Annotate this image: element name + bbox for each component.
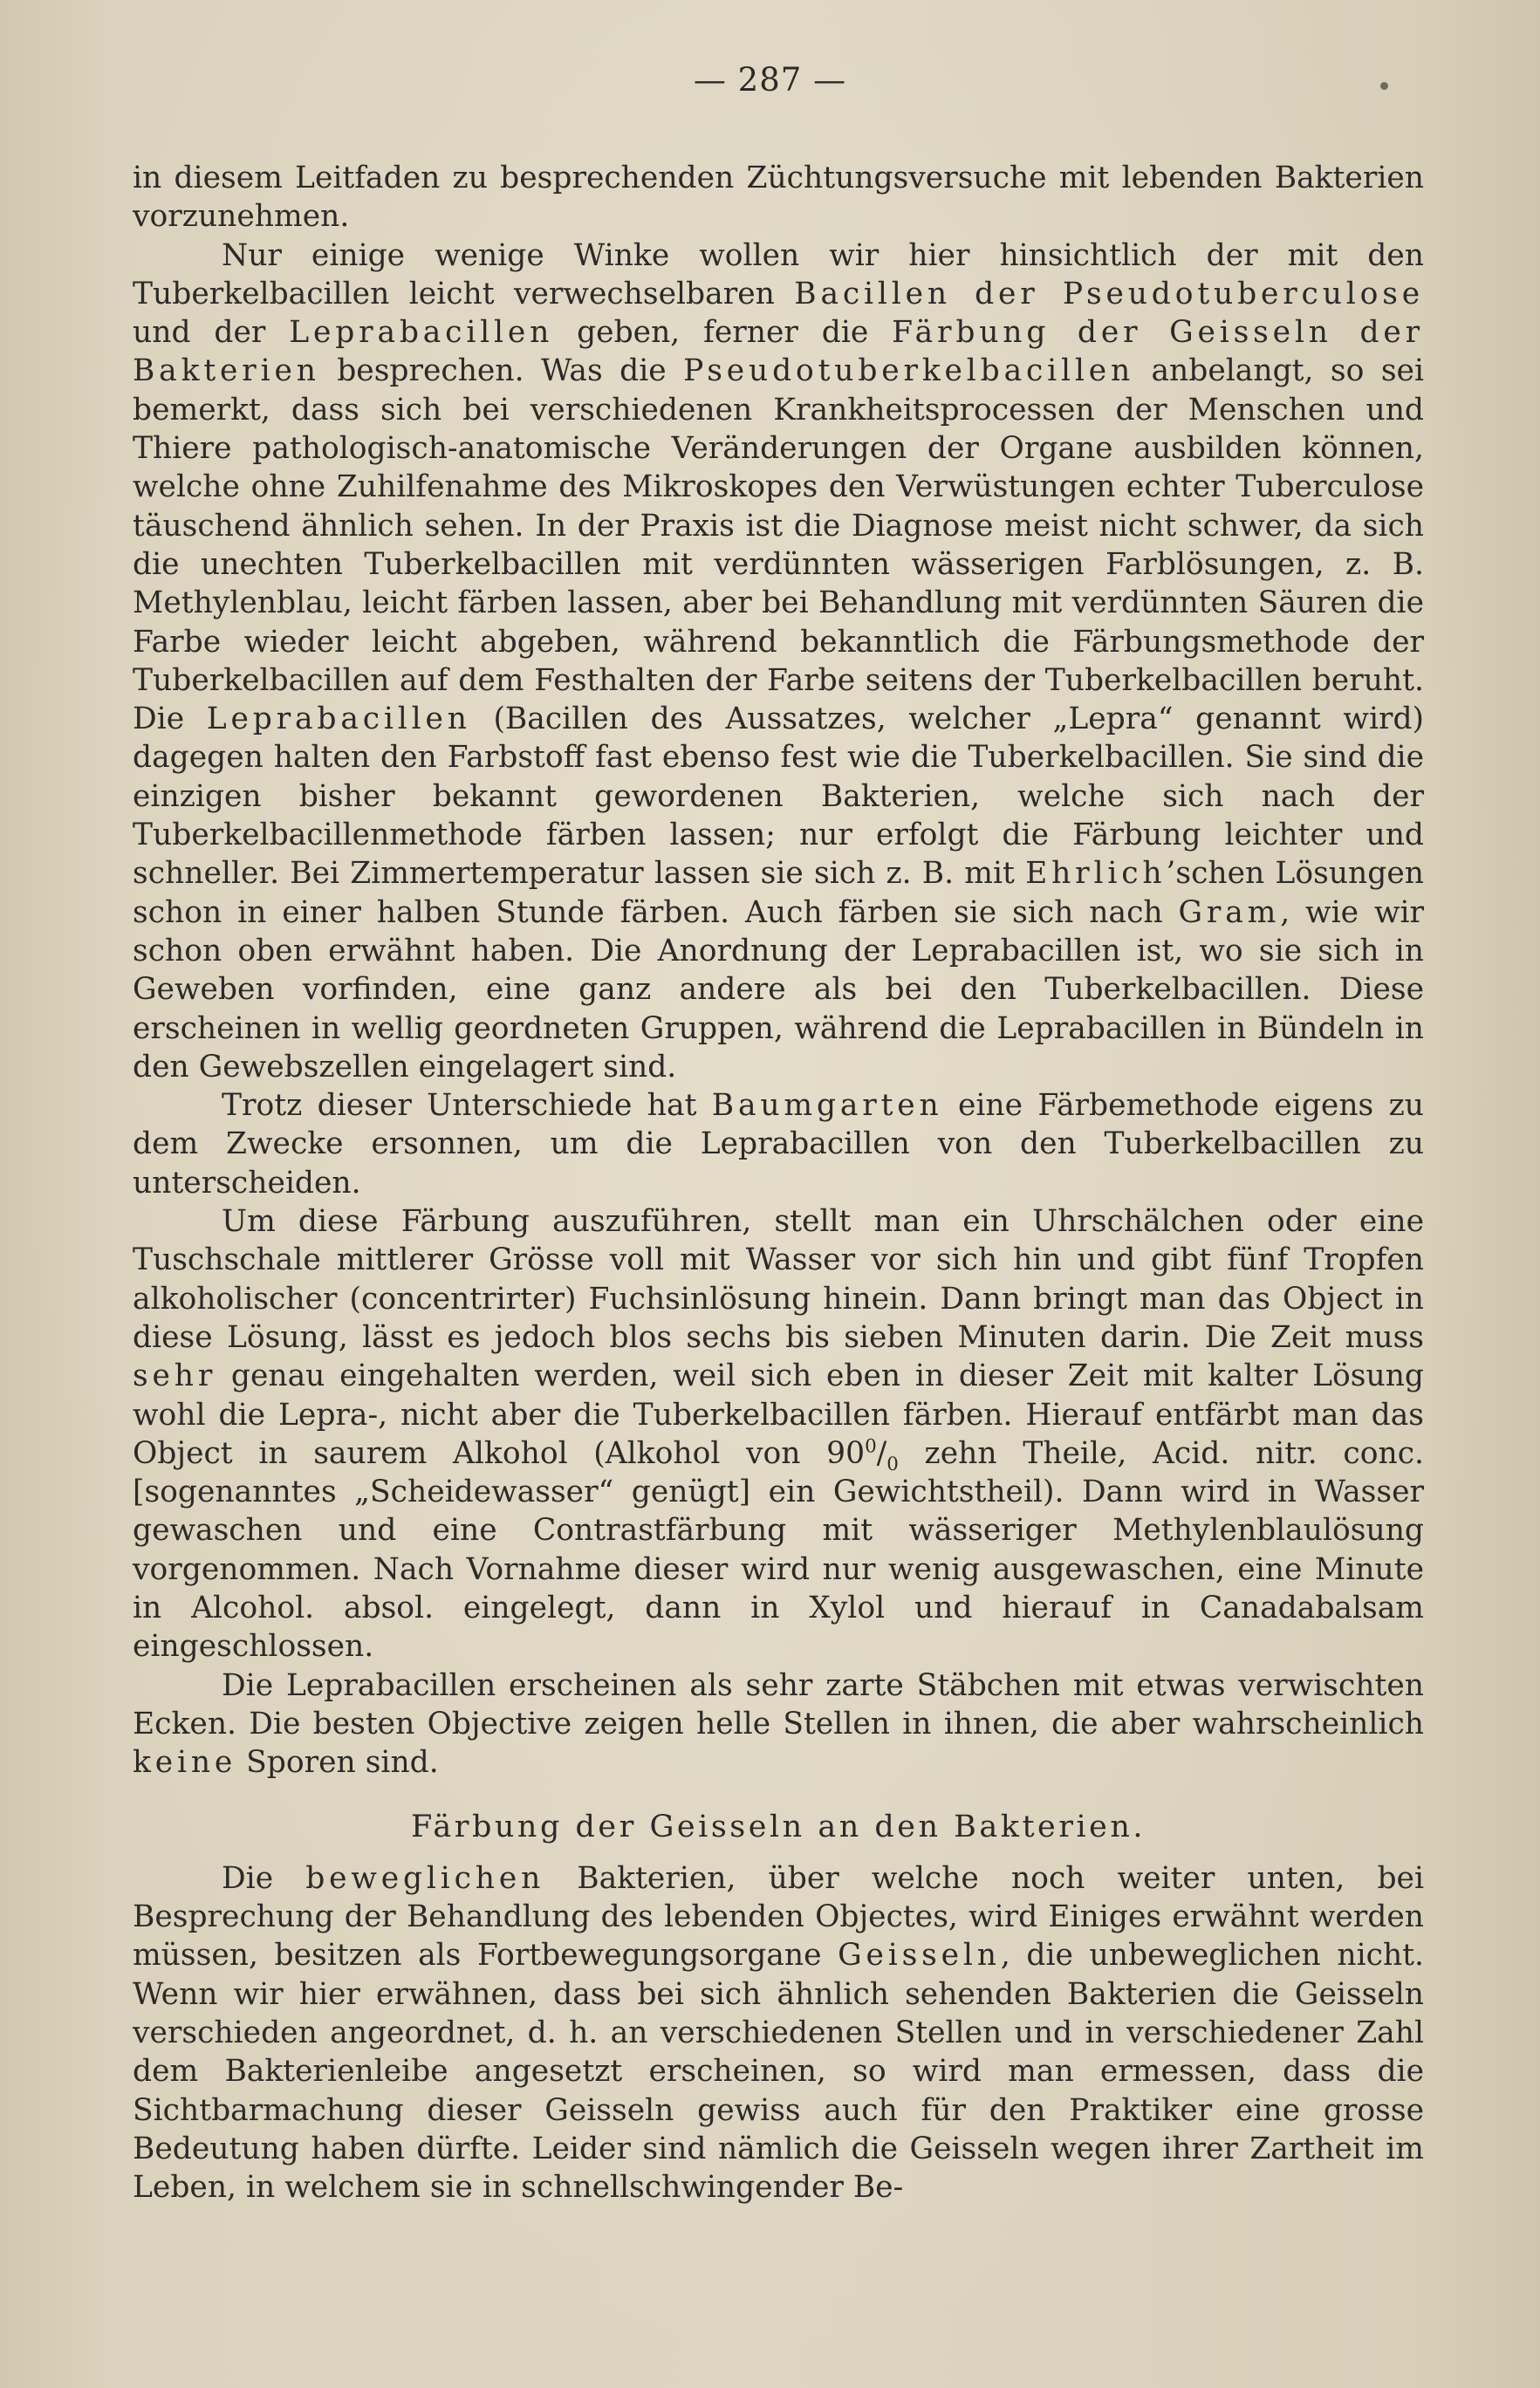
paragraphs-after-heading (133, 1859, 1424, 2207)
text-segment: Sporen sind. (236, 1745, 439, 1781)
paragraph (133, 236, 1424, 1087)
paragraph (133, 1086, 1424, 1202)
text-segment: ’schen Lösungen schon in einer halben Stunde färben. Auch färben sie sich nach (133, 856, 1424, 930)
text-segment: Bakterien, über welche noch weiter unten, bei Besprechung der Behandlung des lebenden Objectes, wird Einiges erwähnt werden müssen, besitzen als Fortbewegungsorgane (133, 1860, 1424, 1974)
text-segment: (Bacillen des Aussatzes, welcher „Lepra“ genannt wird) dagegen halten den Farbstoff fast ebenso fest wie die Tuberkelbacillen. Sie sind die einzigen bisher bekannt gewordenen Bakterien, welche sich nach der Tuberkelbacillenmethode färben lassen; nur erfolgt die Färbung leichter und schneller. Bei Zimmertemperatur lassen sie sich z. B. mit (133, 701, 1425, 892)
text-segment: Um diese Färbung auszuführen, stellt man ein Uhrschälchen oder eine Tuschschale mittlerer Grösse voll mit Wasser vor sich hin und gibt fünf Tropfen alkoholischer (concentrirter) Fuchsinlösung hinein. Dann bringt man das Object in diese Lösung, lässt es jedoch blos sechs bis sieben Minuten darin. Die Zeit muss (133, 1204, 1424, 1355)
spaced-emphasis: Gram (1178, 894, 1281, 930)
text-segment: in diesem Leitfaden zu besprechenden Züchtungsversuche mit lebenden Bakterien vorzunehmen. (133, 161, 1424, 235)
spaced-emphasis: keine (133, 1745, 237, 1781)
spaced-emphasis: Baumgarten (711, 1088, 943, 1124)
spaced-emphasis: Bacillen der Pseudotuberculose (794, 276, 1424, 311)
spaced-emphasis: Geisseln (838, 1938, 1001, 1974)
spaced-emphasis: Färbung der Geisseln der Bakterien (133, 315, 1424, 389)
spaced-emphasis: Pseudotuberkelbacillen (683, 353, 1135, 389)
text-segment: 0 (865, 1435, 877, 1458)
text-segment: und der (133, 315, 290, 351)
paragraph (133, 159, 1424, 236)
text-segment: , die unbeweglichen nicht. Wenn wir hier erwähnen, dass bei sich ähnlich sehenden Bakterien die Geisseln verschieden angeordnet, d. h. an verschiedenen Stellen und in verschiedener Zahl dem Bakterienleibe angesetzt erscheinen, so wird man ermessen, dass die Sichtbarmachung dieser Geisseln gewiss auch für den Praktiker eine grosse Bedeutung haben dürfte. Leider sind nämlich die Geisseln wegen ihrer Zartheit im Leben, in welchem sie in schnellschwingender Be- (133, 1938, 1424, 2206)
spaced-emphasis: beweglichen (305, 1860, 545, 1896)
page-number: — 287 — (693, 61, 847, 99)
text-segment: besprechen. Was die (319, 353, 684, 389)
text-segment: Trotz dieser Unterschiede hat (222, 1088, 712, 1124)
text-segment: 0 (886, 1453, 899, 1475)
spaced-emphasis: Leprabacillen (289, 315, 554, 351)
spaced-emphasis: sehr (133, 1358, 217, 1394)
body-text (133, 159, 1424, 2207)
text-segment: anbelangt, so sei bemerkt, dass sich bei verschiedenen Krankheitsprocessen der Menschen und Thiere pathologisch-anatomische Veränderungen der Organe ausbilden können, welche ohne Zuhilfenahme des Mikroskopes den Verwüstungen echter Tuberculose täuschend ähnlich sehen. In der Praxis ist die Diagnose meist nicht schwer, da sich die unechten Tuberkelbacillen mit verdünnten wässerigen Farblösungen, z. B. Methylenblau, leicht färben lassen, aber bei Behandlung mit verdünnten Säuren die Farbe wieder leicht abgeben, während bekanntlich die Färbungsmethode der Tuberkelbacillen auf dem Festhalten der Farbe seitens der Tuberkelbacillen beruht. Die (133, 353, 1424, 737)
text-segment: / (876, 1435, 887, 1471)
spaced-emphasis: Leprabacillen (206, 701, 471, 737)
paragraphs-before-heading (133, 159, 1424, 1782)
spaced-emphasis: Ehrlich (1025, 856, 1167, 892)
paragraph (133, 1859, 1424, 2207)
paragraph (133, 1666, 1424, 1782)
text-segment: geben, ferner die (553, 315, 893, 351)
text-segment: Nur einige wenige Winke wollen wir hier hinsichtlich der mit den Tuberkelbacillen leicht verwechselbaren (133, 237, 1424, 311)
text-segment: , wie wir schon oben erwähnt haben. Die Anordnung der Leprabacillen ist, wo sie sich in Geweben vorfinden, eine ganz andere als bei den Tuberkelbacillen. Diese erscheinen in wellig geordneten Gruppen, während die Leprabacillen in Bündeln in den Gewebszellen eingelagert sind. (133, 894, 1425, 1085)
text-segment: zehn Theile, Acid. nitr. conc. [sogenanntes „Scheidewasser“ genügt] ein Gewichtstheil). Dann wird in Wasser gewaschen und eine Contrastfärbung mit wässeriger Methylenblaulösung vorgenommen. Nach Vornahme dieser wird nur wenig ausgewaschen, eine Minute in Alcohol. absol. eingelegt, dann in Xylol und hierauf in Canadabalsam eingeschlossen. (133, 1435, 1424, 1665)
text-segment: genau eingehalten werden, weil sich eben in dieser Zeit mit kalter Lösung wohl die Lepra-, nicht aber die Tuberkelbacillen färben. Hierauf entfärbt man das Object in saurem Alkohol (Alkohol von 90 (133, 1358, 1424, 1471)
text-segment: Die (222, 1860, 306, 1896)
text-segment: Die Leprabacillen erscheinen als sehr zarte Stäbchen mit etwas verwischten Ecken. Die besten Objective zeigen helle Stellen in ihnen, die aber wahrscheinlich (133, 1667, 1424, 1741)
paragraph (133, 1202, 1424, 1666)
text-segment: eine Färbemethode eigens zu dem Zwecke ersonnen, um die Leprabacillen von den Tuberkelbacillen zu unterscheiden. (133, 1088, 1424, 1201)
section-heading: Färbung der Geisseln an den Bakterien. (410, 1810, 1146, 1845)
ink-speck (1380, 82, 1388, 90)
